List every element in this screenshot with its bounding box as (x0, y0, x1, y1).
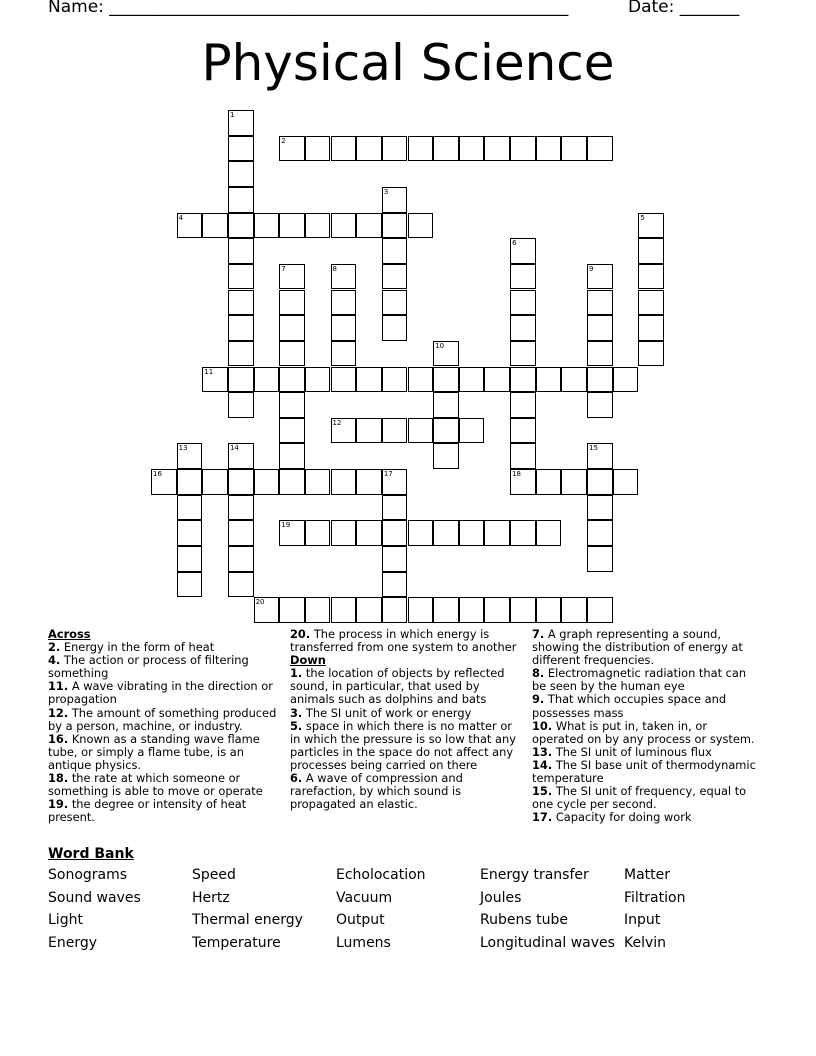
clue-number: 9 (589, 264, 594, 273)
word-bank-item: Longitudinal waves (480, 934, 615, 951)
grid-cell[interactable] (228, 161, 254, 187)
grid-cell[interactable] (279, 597, 305, 623)
grid-cell[interactable] (331, 597, 357, 623)
grid-cell[interactable] (279, 341, 305, 367)
grid-cell[interactable] (331, 469, 357, 495)
clue-number: 5 (640, 213, 645, 222)
clue-across-11: 11. A wave vibrating in the direction or propagation (48, 679, 273, 707)
word-bank-heading: Word Bank (48, 846, 134, 862)
grid-cell[interactable] (536, 469, 562, 495)
grid-cell[interactable] (382, 187, 408, 213)
grid-cell[interactable] (408, 520, 434, 546)
clue-across-12: 12. The amount of something produced by a person, machine, or industry. (48, 705, 277, 733)
word-bank-item: Energy (48, 934, 98, 951)
grid-cell[interactable] (484, 597, 510, 623)
grid-cell[interactable] (382, 418, 408, 444)
grid-cell[interactable] (382, 290, 408, 316)
grid-cell[interactable] (510, 264, 536, 290)
date-label: Date: _______ (628, 0, 740, 17)
grid-cell[interactable] (331, 315, 357, 341)
clue-down-13: 13. The SI unit of luminous flux (532, 744, 712, 759)
clue-number: 1 (229, 111, 235, 119)
clue-across-2: 2. Energy in the form of heat (48, 640, 215, 655)
grid-cell[interactable] (356, 597, 382, 623)
grid-cell[interactable] (305, 136, 331, 162)
clue-across-18: 18. the rate at which someone or something is able to move or operate (48, 771, 263, 799)
grid-cell[interactable] (638, 238, 664, 264)
name-label: Name: ______________________________________________________ (48, 0, 569, 17)
grid-cell[interactable] (484, 136, 510, 162)
grid-cell[interactable] (202, 213, 228, 239)
grid-cell[interactable] (459, 597, 485, 623)
clue-number: 10 (435, 341, 445, 350)
grid-cell[interactable] (382, 495, 408, 521)
grid-cell[interactable] (331, 264, 357, 290)
grid-cell[interactable] (536, 136, 562, 162)
grid-cell[interactable] (356, 418, 382, 444)
grid-cell[interactable] (228, 443, 254, 469)
grid-cell[interactable] (484, 520, 510, 546)
clue-across-20: 20. The process in which energy is transferred from one system to another (290, 627, 517, 655)
grid-cell[interactable] (638, 315, 664, 341)
clue-number: 17 (383, 470, 393, 479)
grid-cell[interactable] (510, 341, 536, 367)
grid-cell[interactable] (613, 469, 639, 495)
clue-number: 14 (229, 444, 239, 453)
clues-column-3 (532, 628, 762, 824)
grid-cell[interactable] (279, 520, 305, 546)
grid-cell[interactable] (433, 136, 459, 162)
grid-cell[interactable] (561, 469, 587, 495)
clues-column-1 (48, 628, 282, 824)
grid-cell[interactable] (356, 520, 382, 546)
grid-cell[interactable] (510, 367, 536, 393)
clue-across-19: 19. the degree or intensity of heat present. (48, 797, 247, 825)
grid-cell[interactable] (382, 469, 408, 495)
grid-cell[interactable] (408, 418, 434, 444)
grid-cell[interactable] (510, 597, 536, 623)
grid-cell[interactable] (228, 572, 254, 598)
word-bank-item: Energy transfer (480, 867, 589, 883)
grid-cell[interactable] (279, 367, 305, 393)
grid-cell[interactable] (382, 213, 408, 239)
clue-number: 19 (281, 521, 291, 530)
grid-cell[interactable] (638, 290, 664, 316)
grid-cell[interactable] (587, 443, 613, 469)
grid-cell[interactable] (254, 367, 280, 393)
grid-cell[interactable] (177, 572, 203, 598)
grid-cell[interactable] (484, 367, 510, 393)
grid-cell[interactable] (613, 367, 639, 393)
grid-cell[interactable] (638, 213, 664, 239)
grid-cell[interactable] (254, 597, 280, 623)
grid-cell[interactable] (228, 187, 254, 213)
grid-cell[interactable] (433, 392, 459, 418)
grid-cell[interactable] (177, 546, 203, 572)
page-title: Physical Science (201, 34, 615, 92)
down-heading: Down (290, 653, 326, 668)
grid-cell[interactable] (305, 597, 331, 623)
word-bank-item: Temperature (192, 934, 281, 951)
grid-cell[interactable] (561, 136, 587, 162)
word-bank-item: Sound waves (48, 889, 141, 906)
grid-cell[interactable] (561, 367, 587, 393)
word-bank-item: Matter (624, 867, 671, 883)
grid-cell[interactable] (356, 213, 382, 239)
grid-cell[interactable] (331, 213, 357, 239)
grid-cell[interactable] (331, 341, 357, 367)
clue-down-5: 5. space in which there is no matter or in which the pressure is so low that any particles in the space do not affect any processes being carried on there (290, 718, 516, 772)
word-bank-item: Rubens tube (480, 912, 568, 929)
grid-cell[interactable] (254, 213, 280, 239)
grid-cell[interactable] (279, 264, 305, 290)
grid-cell[interactable] (459, 418, 485, 444)
grid-cell[interactable] (331, 520, 357, 546)
grid-cell[interactable] (382, 546, 408, 572)
grid-cell[interactable] (177, 469, 203, 495)
grid-cell[interactable] (510, 238, 536, 264)
word-bank-item: Kelvin (624, 934, 667, 951)
grid-cell[interactable] (408, 213, 434, 239)
grid-cell[interactable] (382, 520, 408, 546)
clue-down-1: 1. the location of objects by reflected sound, in particular, that used by animals such as dolphins and bats (290, 666, 505, 707)
word-bank-item: Thermal energy (192, 912, 303, 929)
grid-cell[interactable] (510, 136, 536, 162)
grid-cell[interactable] (459, 136, 485, 162)
grid-cell[interactable] (254, 469, 280, 495)
grid-cell[interactable] (561, 597, 587, 623)
grid-cell[interactable] (408, 136, 434, 162)
grid-cell[interactable] (536, 597, 562, 623)
grid-cell[interactable] (279, 136, 305, 162)
clue-number: 12 (332, 418, 342, 427)
grid-cell[interactable] (408, 367, 434, 393)
grid-cell[interactable] (459, 520, 485, 546)
grid-cell[interactable] (408, 597, 434, 623)
grid-cell[interactable] (305, 469, 331, 495)
word-bank-item: Vacuum (336, 889, 393, 906)
grid-cell[interactable] (228, 469, 254, 495)
grid-cell[interactable] (331, 418, 357, 444)
grid-cell[interactable] (279, 392, 305, 418)
grid-cell[interactable] (587, 469, 613, 495)
grid-cell[interactable] (228, 213, 254, 239)
grid-cell[interactable] (331, 367, 357, 393)
clue-number: 15 (589, 444, 598, 453)
grid-cell[interactable] (510, 469, 536, 495)
grid-cell[interactable] (151, 469, 177, 495)
grid-cell[interactable] (536, 520, 562, 546)
grid-cell[interactable] (382, 367, 408, 393)
clue-down-14: 14. The SI base unit of thermodynamic temperature (532, 757, 756, 786)
grid-cell[interactable] (279, 418, 305, 444)
grid-cell[interactable] (382, 315, 408, 341)
clue-down-9: 9. That which occupies space and possesses mass (532, 692, 727, 720)
grid-cell[interactable] (177, 443, 203, 469)
clue-number: 3 (383, 187, 389, 196)
clues-column-2 (290, 628, 524, 811)
grid-cell[interactable] (177, 213, 203, 239)
grid-cell[interactable] (587, 392, 613, 418)
grid-cell[interactable] (638, 341, 664, 367)
grid-cell[interactable] (510, 392, 536, 418)
grid-cell[interactable] (459, 367, 485, 393)
grid-cell[interactable] (228, 367, 254, 393)
clue-number: 18 (512, 470, 522, 479)
clue-down-6: 6. A wave of compression and rarefaction, by which sound is propagated an elastic. (290, 771, 463, 812)
clue-number: 13 (178, 444, 188, 453)
word-bank-item: Light (48, 912, 83, 929)
grid-cell[interactable] (356, 469, 382, 495)
grid-cell[interactable] (382, 597, 408, 623)
clue-number: 6 (512, 239, 517, 248)
grid-cell[interactable] (587, 136, 613, 162)
clue-down-15: 15. The SI unit of frequency, equal to one cycle per second. (532, 784, 747, 812)
clue-number: 20 (255, 598, 265, 607)
word-bank-item: Input (624, 912, 661, 929)
grid-cell[interactable] (177, 520, 203, 546)
grid-cell[interactable] (510, 418, 536, 444)
grid-cell[interactable] (228, 392, 254, 418)
clue-across-4: 4. The action or process of filtering something (48, 653, 249, 681)
word-bank-item: Sonograms (48, 867, 128, 883)
grid-cell[interactable] (228, 110, 254, 136)
word-bank-item: Joules (480, 889, 522, 906)
grid-cell[interactable] (228, 495, 254, 521)
grid-cell[interactable] (356, 367, 382, 393)
grid-cell[interactable] (331, 290, 357, 316)
grid-cell[interactable] (305, 213, 331, 239)
grid-cell[interactable] (587, 367, 613, 393)
grid-cell[interactable] (587, 341, 613, 367)
grid-cell[interactable] (587, 264, 613, 290)
grid-cell[interactable] (228, 136, 254, 162)
word-bank-item: Output (336, 912, 385, 929)
grid-cell[interactable] (331, 136, 357, 162)
grid-cell[interactable] (228, 546, 254, 572)
grid-cell[interactable] (228, 238, 254, 264)
clue-number: 8 (332, 264, 338, 273)
grid-cell[interactable] (587, 315, 613, 341)
grid-cell[interactable] (382, 238, 408, 264)
grid-cell[interactable] (305, 367, 331, 393)
grid-cell[interactable] (279, 443, 305, 469)
grid-cell[interactable] (228, 264, 254, 290)
grid-cell[interactable] (536, 367, 562, 393)
grid-cell[interactable] (433, 443, 459, 469)
clue-number: 11 (204, 367, 214, 376)
word-bank-item: Speed (192, 867, 236, 883)
word-bank-item: Hertz (192, 889, 230, 906)
clue-down-17: 17. Capacity for doing work (532, 810, 692, 825)
grid-cell[interactable] (510, 290, 536, 316)
clue-across-16: 16. Known as a standing wave flame tube, or simply a flame tube, is an antique physics. (48, 731, 260, 772)
clue-down-3: 3. The SI unit of work or energy (290, 705, 472, 720)
grid-cell[interactable] (587, 520, 613, 546)
word-bank-item: Echolocation (336, 867, 426, 883)
clue-number: 2 (281, 136, 286, 145)
clue-number: 4 (178, 213, 184, 222)
grid-cell[interactable] (305, 520, 331, 546)
grid-cell[interactable] (382, 264, 408, 290)
grid-cell[interactable] (228, 290, 254, 316)
grid-cell[interactable] (433, 597, 459, 623)
grid-cell[interactable] (202, 367, 228, 393)
grid-cell[interactable] (587, 597, 613, 623)
clue-number: 16 (153, 470, 162, 479)
grid-cell[interactable] (510, 443, 536, 469)
grid-cell[interactable] (228, 520, 254, 546)
clue-number: 7 (281, 264, 286, 273)
grid-cell[interactable] (279, 213, 305, 239)
grid-cell[interactable] (433, 418, 459, 444)
grid-cell[interactable] (433, 520, 459, 546)
word-bank-item: Filtration (624, 889, 686, 906)
grid-cell[interactable] (433, 341, 459, 367)
grid-cell[interactable] (510, 315, 536, 341)
clue-down-7: 7. A graph representing a sound, showing the distribution of energy at different frequencies. (532, 627, 743, 668)
clue-down-10: 10. What is put in, taken in, or operated on by any process or system. (532, 718, 755, 746)
grid-cell[interactable] (279, 315, 305, 341)
grid-cell[interactable] (587, 546, 613, 572)
grid-cell[interactable] (587, 495, 613, 521)
grid-cell[interactable] (510, 520, 536, 546)
grid-cell[interactable] (202, 469, 228, 495)
grid-cell[interactable] (382, 572, 408, 598)
grid-cell[interactable] (228, 341, 254, 367)
grid-cell[interactable] (356, 136, 382, 162)
grid-cell[interactable] (587, 290, 613, 316)
grid-cell[interactable] (382, 136, 408, 162)
grid-cell[interactable] (177, 495, 203, 521)
grid-cell[interactable] (638, 264, 664, 290)
clue-down-8: 8. Electromagnetic radiation that can be seen by the human eye (532, 666, 747, 694)
word-bank-item: Lumens (336, 934, 391, 951)
grid-cell[interactable] (279, 290, 305, 316)
grid-cell[interactable] (228, 315, 254, 341)
grid-cell[interactable] (279, 469, 305, 495)
grid-cell[interactable] (433, 367, 459, 393)
across-heading: Across (48, 627, 91, 641)
